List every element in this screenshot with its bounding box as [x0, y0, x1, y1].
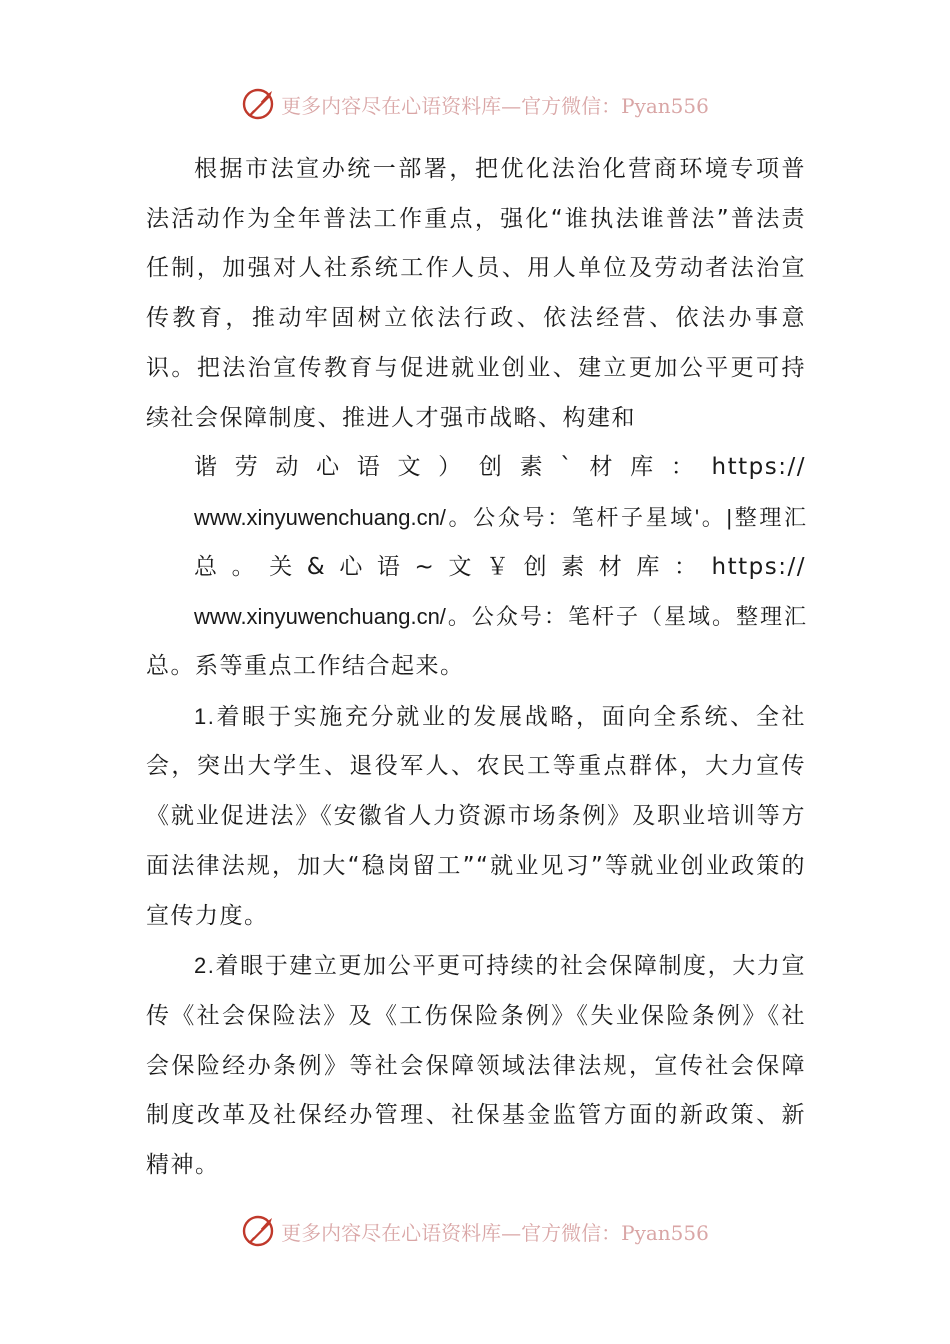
- intro-text: 根据市法宣办统一部署，把优化法治化营商环境专项普法活动作为全年普法工作重点，强化“谁执法谁普法”普法责任制，加强对人社系统工作人员、用人单位及劳动者法治宣传教育，推动牢固树立依法行政、依法经营、依法办事意识。把法治宣传教育与促进就业创业、建立更加公平更可持续社会保障制度、推进人才强市战略、构建和: [146, 156, 806, 431]
- url-line-2: www.xinyuwenchuang.cn/。公众号：笔杆子（星域。整理汇: [194, 604, 806, 630]
- list-item-1: [146, 692, 806, 942]
- quill-logo-icon: [241, 1213, 277, 1249]
- intro-end: 总。系等重点工作结合起来。: [146, 653, 465, 680]
- intro-paragraph: [146, 145, 806, 692]
- item-2-number: 2.: [194, 953, 216, 979]
- header-banner-text: 更多内容尽在心语资料库—官方微信：Pyan556: [281, 93, 709, 118]
- footer-banner: [0, 1211, 950, 1251]
- header-banner: [0, 84, 950, 124]
- quill-logo-icon: [241, 86, 277, 122]
- spaced-line-2: 总。关&心语~文￥创素材库：https://: [194, 553, 806, 580]
- url-line-1: www.xinyuwenchuang.cn/。公众号：笔杆子星域'。|整理汇: [194, 504, 806, 530]
- footer-banner-text: 更多内容尽在心语资料库—官方微信：Pyan556: [281, 1220, 709, 1245]
- document-body: [146, 145, 806, 1191]
- item-1-text: 着眼于实施充分就业的发展战略，面向全系统、全社会，突出大学生、退役军人、农民工等重点群体，大力宣传《就业促进法》《安徽省人力资源市场条例》及职业培训等方面法律法规，加大“稳岗留工”“就业见习”等就业创业政策的宣传力度。: [146, 703, 806, 929]
- spaced-line-1: 谐劳动心语文）创素`材库：https://: [194, 454, 806, 481]
- item-2-text: 着眼于建立更加公平更可持续的社会保障制度，大力宣传《社会保险法》及《工伤保险条例》《失业保险条例》《社会保险经办条例》等社会保障领域法律法规，宣传社会保障制度改革及社保经办管理、社保基金监管方面的新政策、新精神。: [146, 953, 806, 1179]
- list-item-2: [146, 941, 806, 1191]
- item-1-number: 1.: [194, 703, 216, 729]
